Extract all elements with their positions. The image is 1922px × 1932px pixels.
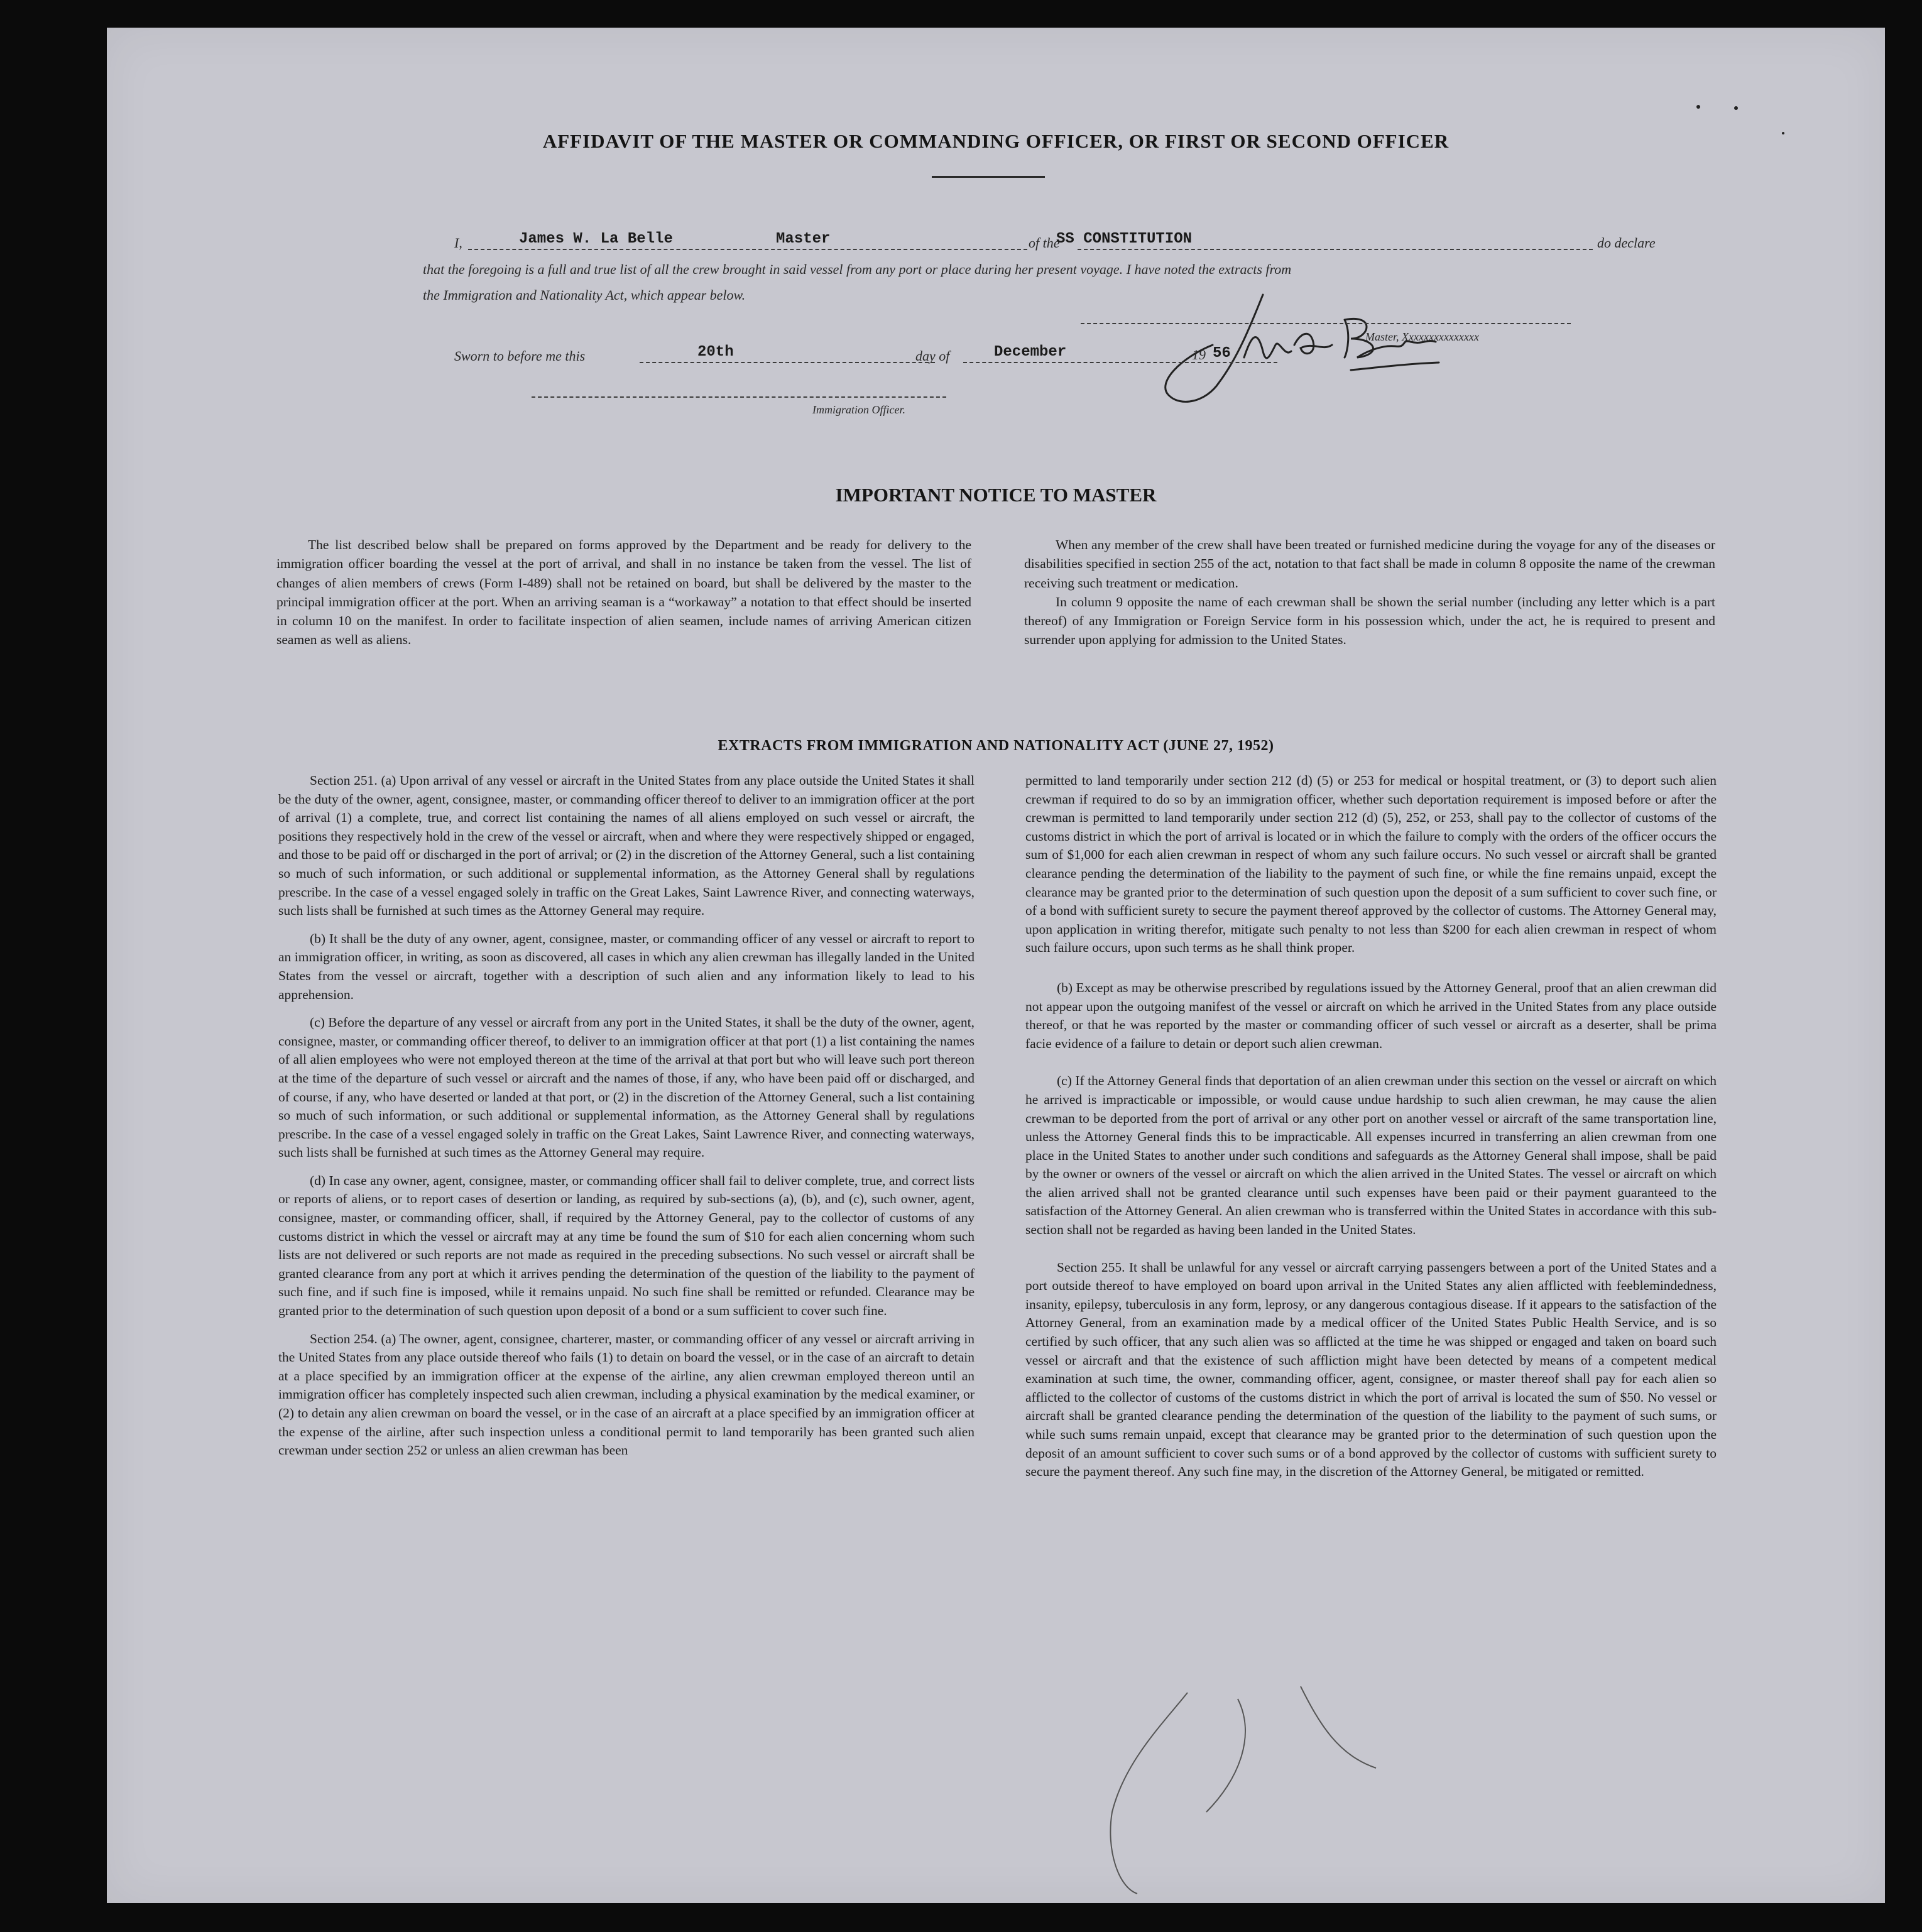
signature-line [1081, 323, 1571, 324]
section-251-b: (b) It shall be the duty of any owner, agent, consignee, master, or commanding officer of any vessel or aircraft to report to an immigration officer, in writing, as soon as discovered, all cases in which any alien crewman has illegally landed in the United States from the vessel or aircraft, together with a description of such alien and any information likely to lead to his apprehension. [278, 931, 975, 1002]
officer-line [532, 396, 946, 398]
section-254-b: (b) Except as may be otherwise prescribed by regulations issued by the Attorney General, proof that an alien crewman did not appear upon the outgoing manifest of the vessel or aircraft on which he arrived in the United States from any place outside thereof, or that he was reported by the master or commanding officer of such vessel or aircraft as a deserter, shall be prima facie evidence of a failure to detain or deport such alien crewman. [1025, 980, 1717, 1051]
do-declare-label: do declare [1597, 235, 1656, 251]
name-line [468, 249, 1027, 250]
pen-scribble-mark [1049, 1686, 1426, 1900]
sworn-day-line [640, 362, 935, 363]
extracts-left-column [278, 772, 975, 1470]
statement-line-2: the Immigration and Nationality Act, which appear below. [423, 287, 746, 303]
notice-right-paragraph-1: When any member of the crew shall have been treated or furnished medicine during the voyage for any of the diseases or disabilities specified in section 255 of the act, notation to that fact shall be made in column 8 opposite the name of the crewman receiving such treatment or medication. [1024, 537, 1715, 591]
notice-title: IMPORTANT NOTICE TO MASTER [835, 484, 1157, 506]
section-255: Section 255. It shall be unlawful for any vessel or aircraft carrying passengers between a port of the United States and a port outside thereof to have employed on board upon arrival in the United States any alien afflicted with feeblemindedness, insanity, epilepsy, tuberculosis in any form, leprosy, or any dangerous contagious disease. If it appears to the satisfaction of the Attorney General, from an examination made by a medical officer of the United States Public Health Service, and is so certified by such officer, that any such alien was so afflicted at the time he was shipped or engaged and taken on board such vessel or aircraft and that the existence of such affliction might have been detected by means of a competent medical examination at such time, the owner, commanding officer, agent, consignee, or master thereof shall pay for each alien so afflicted to the collector of customs of the customs district in which the port of arrival is located the sum of $50. No vessel or aircraft shall be granted clearance pending the determination of the question of the liability to the payment of such sums, or while such sums remain unpaid, except that clearance may be granted prior to the determination of such question upon the deposit of an amount sufficient to cover such sums or of a bond approved by the collector of customs with sufficient surety to secure the payment thereof. Any such fine may, in the discretion of the Attorney General, be mitigated or remitted. [1025, 1259, 1717, 1480]
section-254-c: (c) If the Attorney General finds that deportation of an alien crewman under this section on the vessel or aircraft on which he arrived is impracticable or impossible, or would cause undue hardship to such alien crewman, he may cause the alien crewman to be deported from the port of arrival or any other port on another vessel or aircraft of the same transportation line, unless the Attorney General finds this to be impracticable. All expenses incurred in transferring an alien crewman from one place in the United States to another under such conditions and safeguards as the Attorney General shall impose, shall be paid by the owner or owners of the vessel or aircraft on which the alien arrived in the United States. The vessel or aircraft on which the alien arrived shall not be granted clearance until such expenses have been paid or their payment guaranteed to the satisfaction of the Attorney General. An alien crewman who is transferred within the United States in accordance with this sub-section shall not be regarded as having been landed in the United States. [1025, 1073, 1717, 1238]
section-254-a-continued: permitted to land temporarily under section 212 (d) (5) or 253 for medical or hospital treatment, or (3) to deport such alien crewman if required to do so by an immigration officer, whether such deportation requirement is imposed before or after the crewman is permitted to land temporarily under section 212 (d) (5), 252, or 253, shall pay to the collector of customs of the customs district in which the port of arrival is located or in which the failure to comply with the orders of the officer occurs the sum of $1,000 for each alien crewman in respect of whom any such failure occurs. No such vessel or aircraft shall be granted clearance pending the determination of the liability to the payment of such fine, or while the fine remains unpaid, except the clearance may be granted prior to the determination of such question upon the deposit of a sum sufficient to cover such fine, or of a bond with sufficient surety to secure the payment thereof approved by the collector of customs. The Attorney General may, upon application in writing therefor, mitigate such penalty to not less than $200 for each alien crewman in respect of whom such failure occurs, upon such terms as he shall think proper. [1025, 773, 1717, 956]
notice-left-column [276, 535, 971, 658]
section-251-d: (d) In case any owner, agent, consignee, master, or commanding officer shall fail to deliver complete, true, and correct lists or reports of aliens, or to report cases of desertion or landing, as required by sub-sections (a), (b), and (c), such owner, agent, consignee, master, or commanding officer, shall, if required by the Attorney General, pay to the collector of customs of any customs district in which the vessel or aircraft may at any time be found the sum of $10 for each alien concerning whom such lists are not delivered or such reports are not made as required in the preceding subsections. No such vessel or aircraft shall be granted clearance from any port at which it arrives pending the determination of the question of the liability to the payment of such fine, and if such fine is imposed, while it remains unpaid. No such fine shall be remitted or refunded. Clearance may be granted prior to the determination of such question upon deposit of a bond or a sum sufficient to cover such fine. [278, 1172, 975, 1319]
section-251-a: Section 251. (a) Upon arrival of any vessel or aircraft in the United States from any place outside the United States it shall be the duty of the owner, agent, consignee, master, or commanding officer thereof to deliver to an immigration officer at the port of arrival (1) a complete, true, and correct list containing the names of all aliens employed on such vessel or aircraft, the positions they respectively hold in the crew of the vessel or aircraft, when and where they were respectively shipped or engaged, and those to be paid off or discharged in the port of arrival; or (2) in the discretion of the Attorney General, such a list containing so much of such information, or such additional or supplemental information, as the Attorney General shall by regulations prescribe. In the case of a vessel engaged solely in traffic on the Great Lakes, Saint Lawrence River, and connecting waterways, such lists shall be furnished at such times as the Attorney General may require. [278, 773, 975, 919]
sworn-month: December [994, 344, 1067, 361]
affidavit-title: AFFIDAVIT OF THE MASTER OR COMMANDING OFFICER, OR FIRST OR SECOND OFFICER [542, 130, 1450, 152]
of-the-label: of the [1029, 235, 1060, 251]
section-251-c: (c) Before the departure of any vessel or aircraft from any port in the United States, it shall be the duty of the owner, agent, consignee, master, or commanding officer thereof, to deliver to an immigration officer at that port (1) a list containing the names of all alien employees who were not employed thereon at the time of the arrival at that port but who will leave such port thereon at the time of the departure of such vessel or aircraft and the names of those, if any, who have been paid off or discharged, and of course, if any, who have deserted or landed at that port, or (2) in the discretion of the Attorney General, such a list containing so much of such information, or such additional or supplemental information, as the Attorney General shall by regulations prescribe. In the case of a vessel engaged solely in traffic on the Great Lakes, Saint Lawrence River, and connecting waterways, such lists shall be furnished at such times as the Attorney General may require. [278, 1015, 975, 1160]
sworn-month-line [963, 362, 1277, 363]
handwritten-signature [1144, 282, 1571, 420]
extracts-title: EXTRACTS FROM IMMIGRATION AND NATIONALITY ACT (JUNE 27, 1952) [718, 738, 1274, 754]
officer-caption: Immigration Officer. [812, 403, 905, 416]
title-underline [932, 176, 1045, 178]
master-rank: Master [776, 231, 831, 248]
section-254-a: Section 254. (a) The owner, agent, consignee, charterer, master, or commanding officer of any vessel or aircraft arriving in the United States from any place outside thereof who fails (1) to detain on board the vessel, or in the case of an aircraft to detain at a place specified by an immigration officer at the expense of the airline, any alien crewman employed thereon until an immigration officer has completely inspected such alien crewman, including a physical examination by the medical examiner, or (2) to detain any alien crewman on board the vessel, or in the case of an aircraft at a place specified by an immigration officer at the expense of the airline, after such inspection unless a conditional permit to land temporarily has been granted such alien crewman under section 252 or unless an alien crewman has been [278, 1331, 975, 1458]
notice-left-paragraph: The list described below shall be prepared on forms approved by the Department and be ready for delivery to the immigration officer boarding the vessel at the port of arrival, and shall in no instance be taken from the vessel. The list of changes of alien members of crews (Form I-489) shall not be retained on board, but shall be delivered by the master to the principal immigration officer at the port. When an arriving seaman is a “workaway” a notation to that effect should be inserted in column 10 on the manifest. In order to facilitate inspection of alien seamen, include names of arriving American citizen seamen as well as aliens. [276, 537, 971, 648]
signature-caption: Master, Xxxxxxxxxxxxxxx [1365, 330, 1479, 343]
speck-mark [1696, 105, 1700, 109]
year-prefix: 19 [1192, 347, 1206, 363]
notice-right-paragraph-2: In column 9 opposite the name of each crewman shall be shown the serial number (including any letter which is a part thereof) of any Immigration or Foreign Service form in his possession which, under the act, he is required to present and surrender upon applying for admission to the United States. [1024, 594, 1715, 648]
sworn-prefix: Sworn to before me this [454, 348, 586, 364]
vessel-line [1078, 249, 1593, 250]
year-suffix: 56 [1213, 345, 1231, 362]
day-of-label: day of [915, 348, 950, 364]
extracts-right-column [1025, 772, 1717, 1491]
i-prefix: I, [454, 235, 462, 251]
vessel-name: SS CONSTITUTION [1056, 231, 1193, 248]
document-page [107, 28, 1885, 1903]
statement-line-1: that the foregoing is a full and true list of all the crew brought in said vessel from any port or place during her present voyage. I have noted the extracts from [423, 261, 1292, 277]
sworn-day: 20th [697, 344, 734, 361]
speck-mark [1734, 106, 1738, 110]
notice-right-column [1024, 535, 1715, 658]
master-name: James W. La Belle [519, 231, 673, 248]
